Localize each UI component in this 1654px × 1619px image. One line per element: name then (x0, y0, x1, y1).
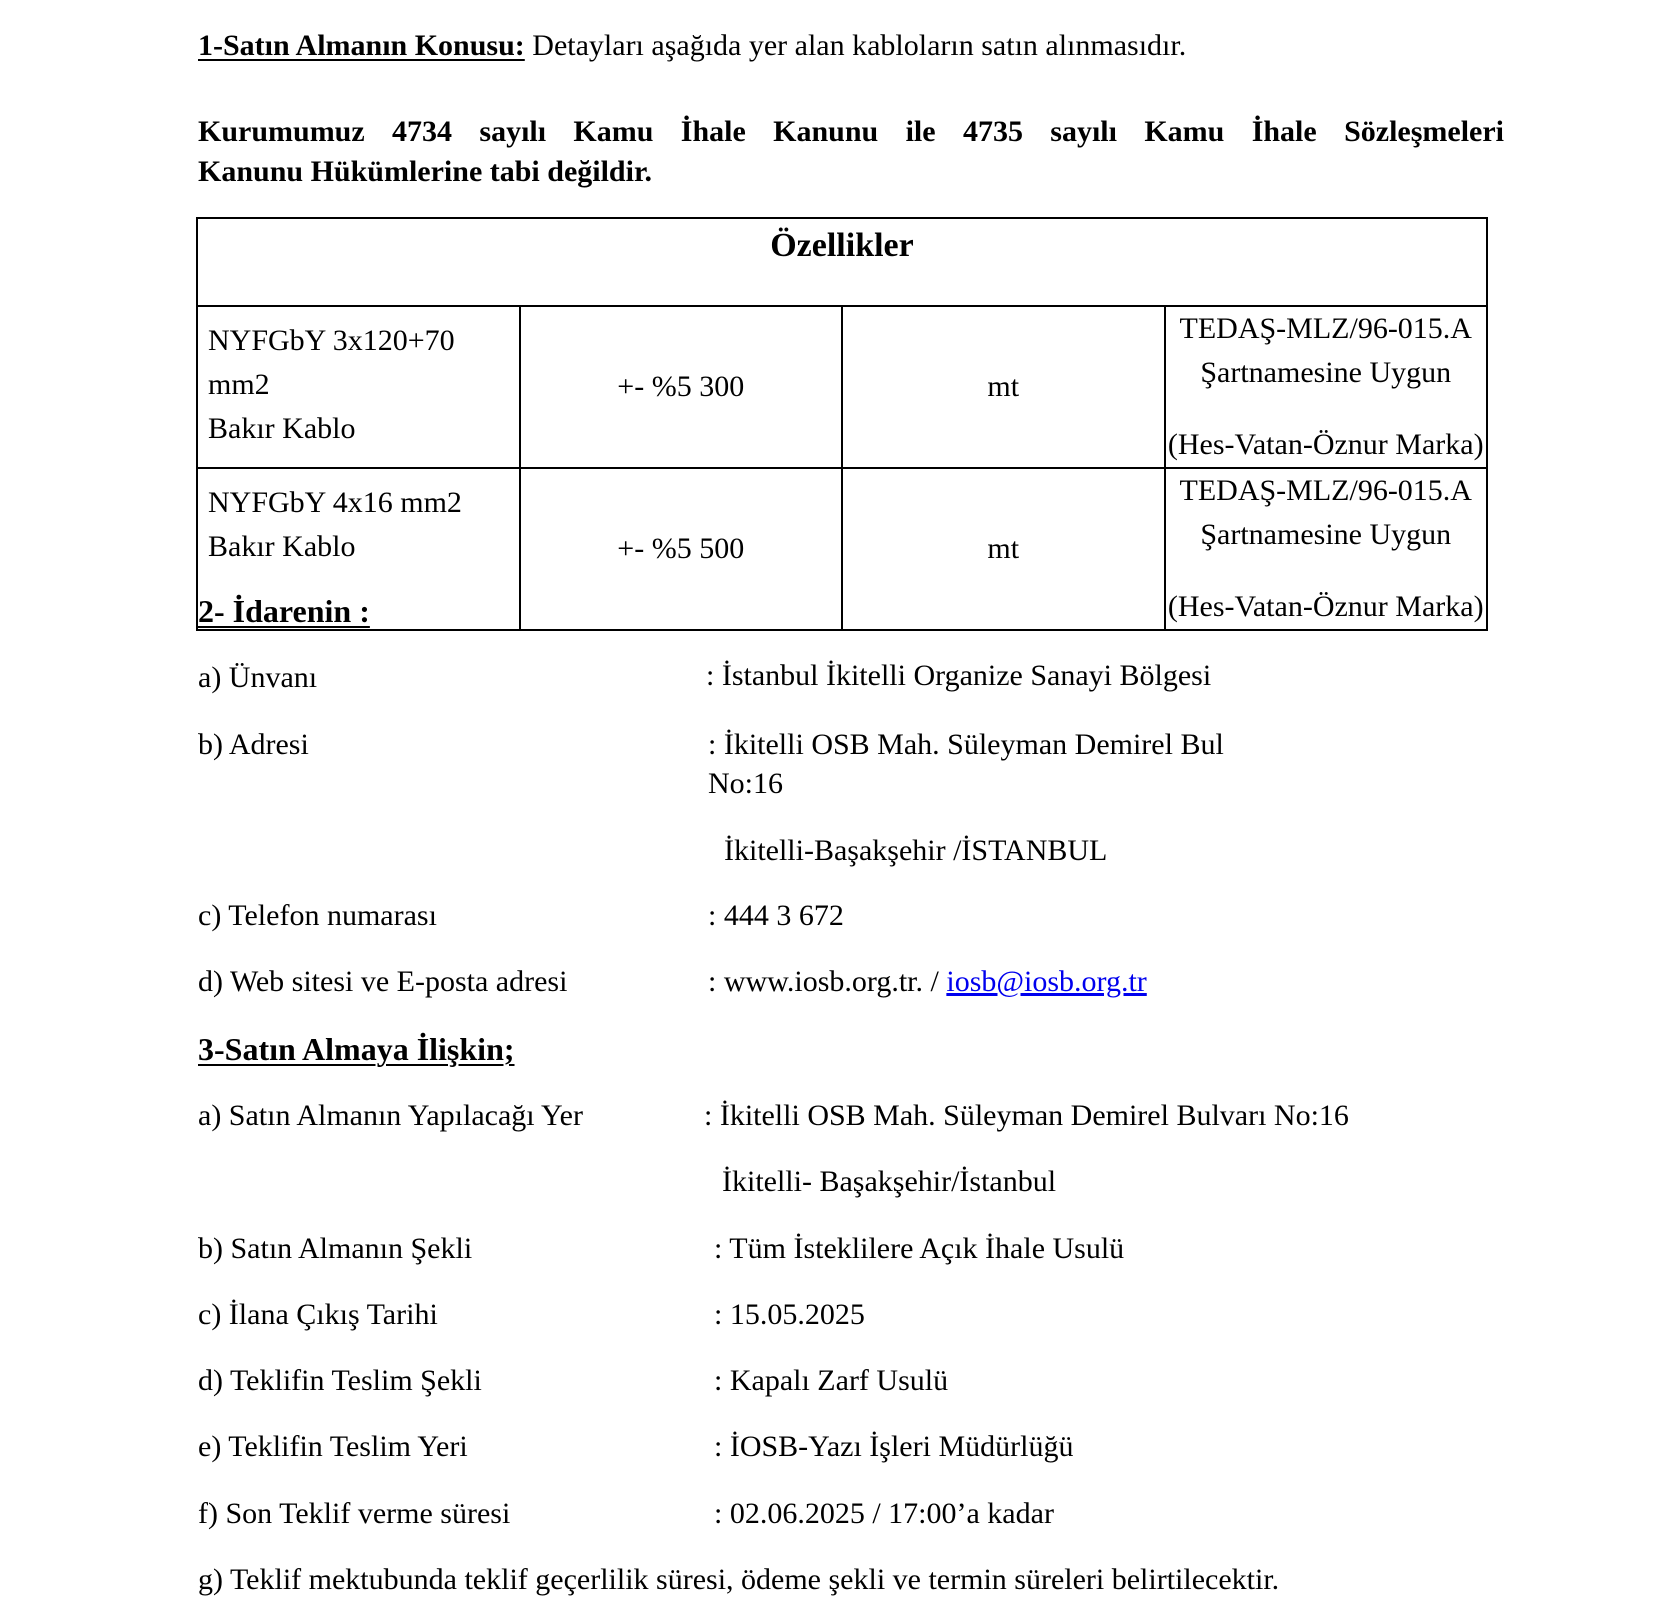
sekil-label: b) Satın Almanın Şekli (198, 1232, 473, 1265)
teklif-note: g) Teklif mektubunda teklif geçerlilik süresi, ödeme şekli ve termin süreleri belirtilecektir. (198, 1563, 1280, 1596)
yer-value: : İkitelli OSB Mah. Süleyman Demirel Bulvarı No:16 (704, 1099, 1349, 1132)
unit-cell: mt (842, 468, 1165, 630)
table-header: Özellikler (197, 218, 1487, 306)
legal-notice (198, 112, 1504, 192)
section2-heading: 2- İdarenin : (198, 593, 370, 629)
quantity-cell: +- %5 300 (520, 306, 843, 468)
section3-heading: 3-Satın Almaya İlişkin; (198, 1031, 515, 1067)
son-teklif-value: : 02.06.2025 / 17:00’a kadar (714, 1497, 1054, 1530)
specifications-table (196, 217, 1488, 631)
spec-cell (1165, 468, 1488, 630)
cable-name-cell (197, 306, 520, 468)
cable-material: Bakır Kablo (208, 530, 356, 563)
quantity-cell: +- %5 500 (520, 468, 843, 630)
cable-name: NYFGbY 3x120+70 mm2 (208, 324, 455, 401)
yer-label: a) Satın Almanın Yapılacağı Yer (198, 1099, 583, 1132)
unvan-label: a) Ünvanı (198, 661, 318, 694)
adres-line-3: İkitelli-Başakşehir /İSTANBUL (724, 834, 1108, 867)
adres-line-2: No:16 (708, 767, 783, 800)
cable-name: NYFGbY 4x16 mm2 (208, 486, 462, 519)
section1-paragraph (198, 28, 1186, 64)
yer-value-line2: İkitelli- Başakşehir/İstanbul (722, 1165, 1057, 1198)
table-header-row (197, 218, 1487, 306)
teslim-yeri-value: : İOSB-Yazı İşleri Müdürlüğü (714, 1430, 1074, 1463)
section1-heading: 1-Satın Almanın Konusu: (198, 29, 525, 62)
spec-standard: TEDAŞ-MLZ/96-015.A Şartnamesine Uygun (1179, 474, 1472, 551)
web-value: : www.iosb.org.tr. / (708, 965, 947, 998)
teslim-sekli-value: : Kapalı Zarf Usulü (714, 1364, 949, 1397)
spec-standard: TEDAŞ-MLZ/96-015.A Şartnamesine Uygun (1179, 312, 1472, 389)
table-row (197, 468, 1487, 630)
legal-line-2: Kanunu Hükümlerine tabi değildir. (198, 155, 653, 188)
cable-material: Bakır Kablo (208, 412, 356, 445)
table-row (197, 306, 1487, 468)
son-teklif-label: f) Son Teklif verme süresi (198, 1497, 511, 1530)
unit-cell: mt (842, 306, 1165, 468)
email-link[interactable]: iosb@iosb.org.tr (946, 965, 1147, 998)
adres-line-1: : İkitelli OSB Mah. Süleyman Demirel Bul (708, 728, 1224, 761)
teslim-yeri-label: e) Teklifin Teslim Yeri (198, 1430, 468, 1463)
web-label: d) Web sitesi ve E-posta adresi (198, 965, 568, 998)
telefon-label: c) Telefon numarası (198, 899, 437, 932)
legal-line-1: Kurumumuz 4734 sayılı Kamu İhale Kanunu ile 4735 sayılı Kamu İhale Sözleşmeleri (198, 115, 1504, 148)
web-email-line (708, 964, 1147, 1000)
sekil-value: : Tüm İsteklilere Açık İhale Usulü (714, 1232, 1125, 1265)
tarih-label: c) İlana Çıkış Tarihi (198, 1298, 438, 1331)
teslim-sekli-label: d) Teklifin Teslim Şekli (198, 1364, 482, 1397)
telefon-value: : 444 3 672 (708, 899, 844, 932)
spec-cell (1165, 306, 1488, 468)
tarih-value: : 15.05.2025 (714, 1298, 865, 1331)
spec-brands: (Hes-Vatan-Öznur Marka) (1167, 590, 1484, 623)
section1-text: Detayları aşağıda yer alan kabloların satın alınmasıdır. (524, 29, 1187, 62)
spec-brands: (Hes-Vatan-Öznur Marka) (1167, 428, 1484, 461)
adres-label: b) Adresi (198, 728, 309, 761)
unvan-value: : İstanbul İkitelli Organize Sanayi Bölgesi (706, 659, 1212, 692)
